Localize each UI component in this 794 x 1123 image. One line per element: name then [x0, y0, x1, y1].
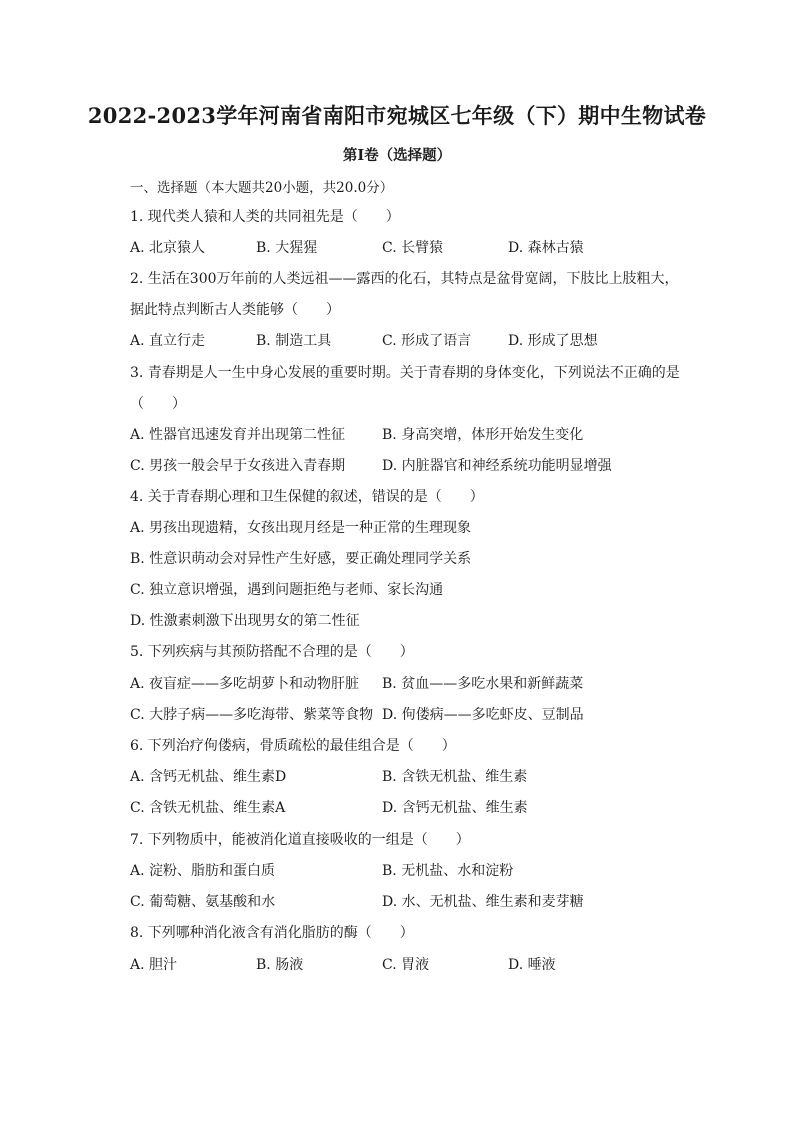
question-3-stem: 3. 青春期是人一生中身心发展的重要时期。关于青春期的身体变化，下列说法不正确的是: [130, 365, 680, 381]
question-3-option-c: C. 男孩一般会早于女孩进入青春期: [130, 458, 346, 474]
question-3-option-a: A. 性器官迅速发育并出现第二性征: [130, 427, 346, 443]
question-4-option-c: C. 独立意识增强，遇到问题拒绝与老师、家长沟通: [130, 582, 444, 598]
question-3-option-d: D. 内脏器官和神经系统功能明显增强: [382, 458, 612, 474]
question-1-option-d: D. 森林古猿: [508, 240, 584, 256]
question-8-option-a: A. 胆汁: [130, 957, 178, 973]
question-5-option-d: D. 佝偻病——多吃虾皮、豆制品: [382, 707, 584, 723]
volume-heading: 第I卷（选择题）: [342, 147, 452, 164]
question-4-stem: 4. 关于青春期心理和卫生保健的叙述，错误的是（ ）: [130, 489, 484, 505]
question-8-option-d: D. 唾液: [508, 957, 556, 973]
question-7-option-a: A. 淀粉、脂肪和蛋白质: [130, 863, 276, 879]
question-1-stem: 1. 现代类人猿和人类的共同祖先是（ ）: [130, 209, 400, 225]
question-4-option-d: D. 性激素刺激下出现男女的第二性征: [130, 613, 360, 629]
question-5-option-c: C. 大脖子病——多吃海带、紫菜等食物: [130, 707, 374, 723]
question-5-stem: 5. 下列疾病与其预防搭配不合理的是（ ）: [130, 644, 414, 660]
question-8-option-c: C. 胃液: [382, 957, 430, 973]
question-3-option-b: B. 身高突增，体形开始发生变化: [382, 427, 584, 443]
question-4-option-b: B. 性意识萌动会对异性产生好感，要正确处理同学关系: [130, 551, 472, 567]
question-2-option-b: B. 制造工具: [256, 333, 332, 349]
question-1-option-c: C. 长臂猿: [382, 240, 444, 256]
question-5-option-a: A. 夜盲症——多吃胡萝卜和动物肝脏: [130, 676, 360, 692]
question-6-option-a: A. 含钙无机盐、维生素D: [130, 769, 287, 785]
question-2-option-a: A. 直立行走: [130, 333, 206, 349]
question-7-option-c: C. 葡萄糖、氨基酸和水: [130, 894, 276, 910]
question-6-option-b: B. 含铁无机盐、维生素: [382, 769, 528, 785]
question-1-option-b: B. 大猩猩: [256, 240, 318, 256]
section-heading: 一、选择题（本大题共20小题，共20.0分）: [130, 180, 394, 196]
question-4-option-a: A. 男孩出现遗精，女孩出现月经是一种正常的生理现象: [130, 520, 472, 536]
question-5-option-b: B. 贫血——多吃水果和新鲜蔬菜: [382, 676, 584, 692]
question-2-stem: 2. 生活在300万年前的人类远祖——露西的化石，其特点是盆骨宽阔，下肢比上肢粗大，: [130, 271, 679, 287]
question-3-stem-continued: （ ）: [130, 396, 186, 412]
question-1-option-a: A. 北京猿人: [130, 240, 206, 256]
question-2-stem-continued: 据此特点判断古人类能够（ ）: [130, 302, 340, 318]
question-7-stem: 7. 下列物质中，能被消化道直接吸收的一组是（ ）: [130, 832, 470, 848]
exam-title: 2022-2023学年河南省南阳市宛城区七年级（下）期中生物试卷: [87, 103, 707, 128]
question-7-option-b: B. 无机盐、水和淀粉: [382, 863, 514, 879]
question-8-option-b: B. 肠液: [256, 957, 304, 973]
question-6-stem: 6. 下列治疗佝偻病，骨质疏松的最佳组合是（ ）: [130, 738, 456, 754]
question-8-stem: 8. 下列哪种消化液含有消化脂肪的酶（ ）: [130, 925, 414, 941]
question-2-option-d: D. 形成了思想: [508, 333, 598, 349]
question-6-option-d: D. 含钙无机盐、维生素: [382, 800, 528, 816]
question-7-option-d: D. 水、无机盐、维生素和麦芽糖: [382, 894, 584, 910]
question-6-option-c: C. 含铁无机盐、维生素A: [130, 800, 286, 816]
question-2-option-c: C. 形成了语言: [382, 333, 472, 349]
